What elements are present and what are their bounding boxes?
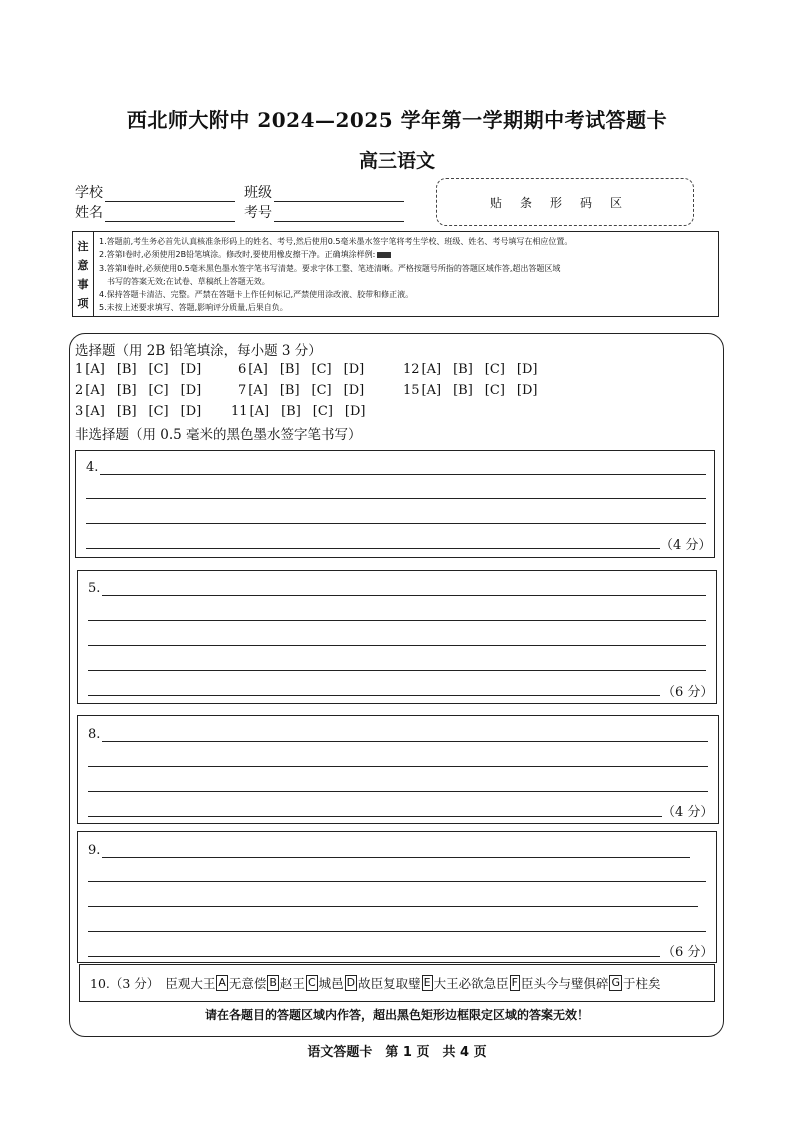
choice-section-title: 选择题（用 2B 铅笔填涂，每小题 3 分）: [75, 343, 322, 359]
break-option-f[interactable]: F: [511, 976, 518, 989]
break-option-d[interactable]: D: [346, 976, 356, 989]
choice-item: [238, 383, 364, 398]
choice-bubble-d[interactable]: [D]: [343, 362, 365, 377]
choice-item: [231, 404, 365, 419]
choice-item: [403, 383, 537, 398]
answer-box-q5[interactable]: [77, 570, 717, 704]
choice-bubble-a[interactable]: [A]: [421, 383, 442, 398]
choice-number: 15: [403, 383, 420, 398]
answer-line[interactable]: [88, 956, 660, 957]
break-option-a[interactable]: A: [218, 976, 226, 989]
name-field[interactable]: [75, 202, 235, 222]
choice-number: 2: [75, 383, 84, 398]
answer-line[interactable]: [102, 857, 690, 858]
choice-bubble-d[interactable]: [D]: [516, 362, 538, 377]
subject-title: 高三语文: [358, 150, 435, 172]
exam-no-input-line[interactable]: [274, 207, 404, 222]
score-label: （6 分）: [662, 685, 714, 700]
warning-text: 请在各题目的答题区域内作答，超出黑色矩形边框限定区域的答案无效！: [204, 1008, 589, 1022]
choice-number: 11: [231, 404, 248, 419]
choice-number: 6: [238, 362, 247, 377]
notice-head: [73, 232, 94, 316]
choice-bubble-c[interactable]: [C]: [312, 404, 333, 419]
notice-head-char: 注: [77, 239, 89, 253]
answer-line[interactable]: [88, 931, 706, 932]
choice-bubble-c[interactable]: [C]: [484, 383, 505, 398]
choice-number: 1: [75, 362, 84, 377]
score-label: （6 分）: [662, 945, 714, 960]
class-label: 班级: [244, 185, 272, 201]
school-label: 学校: [75, 185, 103, 201]
choice-number: 3: [75, 404, 84, 419]
answer-line[interactable]: [86, 548, 660, 549]
sentence-segment: 赵王: [279, 976, 305, 991]
choice-bubble-a[interactable]: [A]: [85, 383, 105, 398]
choice-number: 7: [238, 383, 247, 398]
answer-line[interactable]: [100, 474, 706, 475]
school-input-line[interactable]: [105, 187, 235, 202]
notice-head-char: 意: [77, 258, 89, 272]
choice-bubble-d[interactable]: [D]: [344, 404, 366, 419]
choice-bubble-a[interactable]: [A]: [248, 362, 268, 377]
break-option-e[interactable]: E: [423, 976, 431, 989]
choice-bubble-a[interactable]: [A]: [249, 404, 270, 419]
choice-bubble-a[interactable]: [A]: [421, 362, 442, 377]
notice-item: 3.答第Ⅱ卷时,必须使用0.5毫米黑色墨水签字笔书写清楚。要求字体工整、笔迹清晰。严格按题号所指的答题区域作答,超出答题区域: [99, 263, 561, 273]
answer-line[interactable]: [88, 620, 706, 621]
break-option-c[interactable]: C: [307, 976, 316, 989]
choice-bubble-b[interactable]: [B]: [453, 362, 473, 377]
class-field[interactable]: [244, 182, 404, 202]
question-number: 9.: [88, 843, 101, 858]
question-number: 8.: [88, 727, 101, 742]
class-input-line[interactable]: [274, 187, 404, 202]
choice-bubble-a[interactable]: [A]: [85, 362, 105, 377]
notice-item-text: 2.答第Ⅰ卷时,必须使用2B铅笔填涂。修改时,要使用橡皮擦干净。正确填涂样例:: [99, 250, 376, 260]
sentence-segment: 故臣复取璧: [358, 976, 421, 991]
name-label: 姓名: [75, 205, 103, 221]
notice-head-char: 项: [77, 296, 89, 310]
fill-sample-swatch: [377, 252, 391, 258]
choice-bubble-a[interactable]: [A]: [85, 404, 105, 419]
choice-number: 12: [403, 362, 420, 377]
choice-bubble-c[interactable]: [C]: [484, 362, 505, 377]
choice-bubble-d[interactable]: [D]: [180, 404, 202, 419]
exam-no-field[interactable]: [244, 202, 404, 222]
notice-item: [99, 248, 713, 261]
choice-bubble-b[interactable]: [B]: [279, 362, 300, 377]
choice-item: [75, 404, 201, 419]
notice-body: [94, 232, 718, 316]
question-10-box: [79, 964, 715, 1002]
sentence-segment: 无意偿: [228, 976, 267, 991]
sentence-segment: 臣观大王: [165, 976, 216, 991]
answer-line[interactable]: [102, 595, 706, 596]
break-option-g[interactable]: G: [611, 976, 620, 989]
school-field[interactable]: [75, 182, 235, 202]
choice-bubble-b[interactable]: [B]: [116, 362, 137, 377]
break-option-b[interactable]: B: [269, 976, 277, 989]
answer-line[interactable]: [88, 766, 708, 767]
answer-line[interactable]: [88, 906, 698, 907]
question-number: 4.: [86, 460, 99, 475]
page-title: 西北师大附中 2024—2025 学年第一学期期中考试答题卡: [126, 108, 668, 132]
choice-bubble-b[interactable]: [B]: [281, 404, 301, 419]
answer-box-q4[interactable]: [75, 450, 715, 558]
notice-item: 1.答题前,考生务必首先认真核准条形码上的姓名、考号,然后使用0.5毫米墨水签字笔将考生学校、班级、姓名、考号填写在相应位置。: [99, 237, 573, 246]
choice-bubble-d[interactable]: [D]: [180, 362, 202, 377]
barcode-area: 贴条形码区: [436, 178, 694, 226]
choice-bubble-b[interactable]: [B]: [279, 383, 300, 398]
choice-bubble-c[interactable]: [C]: [311, 362, 332, 377]
answer-line[interactable]: [86, 498, 706, 499]
answer-line[interactable]: [88, 816, 662, 817]
notice-item: 5.未按上述要求填写、答题,影响评分质量,后果自负。: [99, 303, 288, 313]
choice-bubble-b[interactable]: [B]: [116, 383, 137, 398]
notice-item: 4.保持答题卡清洁、完整。严禁在答题卡上作任何标记,严禁使用涂改液、胶带和修正液。: [99, 290, 414, 300]
answer-line[interactable]: [88, 791, 708, 792]
choice-item: [75, 362, 201, 377]
answer-line[interactable]: [88, 645, 706, 646]
score-label: （4 分）: [662, 805, 714, 820]
score-label: （4 分）: [660, 538, 712, 553]
question-number: 5.: [88, 581, 101, 596]
exam-no-label: 考号: [244, 205, 272, 221]
choice-item: [403, 362, 537, 377]
sentence-segment: 臣头今与璧俱碎: [520, 976, 609, 991]
answer-line[interactable]: [86, 523, 706, 524]
sentence-segment: 城邑: [318, 976, 344, 991]
choice-bubble-d[interactable]: [D]: [180, 383, 202, 398]
sentence-segment: 大王必欲急臣: [433, 976, 509, 991]
choice-bubble-d[interactable]: [D]: [343, 383, 365, 398]
choice-bubble-b[interactable]: [B]: [453, 383, 473, 398]
answer-line[interactable]: [88, 695, 660, 696]
choice-bubble-c[interactable]: [C]: [148, 383, 169, 398]
answer-line[interactable]: [88, 881, 706, 882]
choice-item: [238, 362, 364, 377]
question-10-label: 10.（3 分）: [90, 976, 160, 991]
notice-head-char: 事: [77, 277, 89, 291]
answer-box-q9[interactable]: [77, 831, 717, 963]
notice-item: 书写的答案无效;在试卷、草稿纸上答题无效。: [107, 276, 270, 286]
choice-bubble-c[interactable]: [C]: [311, 383, 332, 398]
choice-bubble-b[interactable]: [B]: [116, 404, 137, 419]
choice-bubble-d[interactable]: [D]: [516, 383, 538, 398]
name-input-line[interactable]: [105, 207, 235, 222]
choice-bubble-c[interactable]: [C]: [148, 362, 169, 377]
answer-line[interactable]: [88, 670, 706, 671]
answer-line[interactable]: [102, 741, 708, 742]
choice-bubble-a[interactable]: [A]: [248, 383, 268, 398]
choice-bubble-c[interactable]: [C]: [148, 404, 169, 419]
choice-item: [75, 383, 201, 398]
notice-box: [72, 231, 719, 317]
sentence-segment: 于柱矣: [622, 976, 661, 991]
page-footer: 语文答题卡 第 1 页 共 4 页: [307, 1045, 487, 1060]
nonchoice-section-title: 非选择题（用 0.5 毫米的黑色墨水签字笔书写）: [75, 427, 362, 443]
answer-box-q8[interactable]: [77, 715, 719, 824]
